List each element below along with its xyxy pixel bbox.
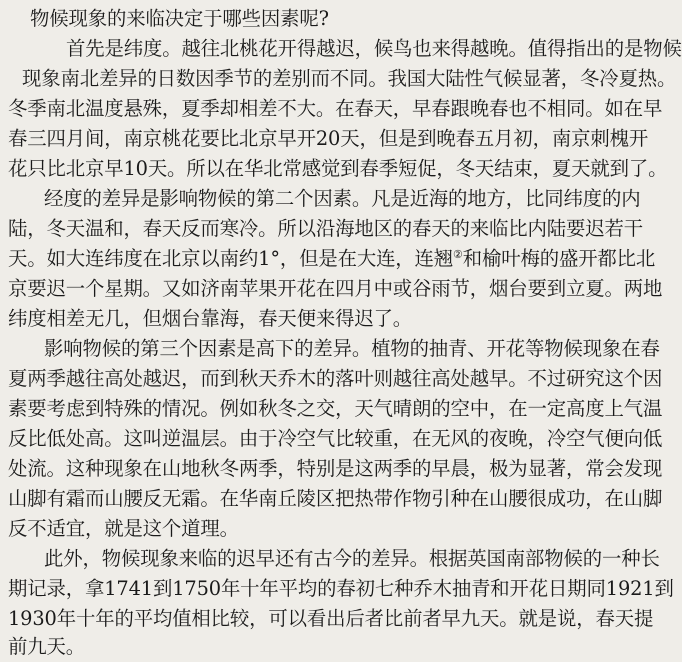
paragraph-4-line-3: 1930年十年的平均值相比较，可以看出后者比前者早九天。就是说，春天提 [8, 607, 654, 630]
paragraph-1-line-1: 首先是纬度。越往北桃花开得越迟，候鸟也来得越晚。值得指出的是物候 [66, 37, 682, 60]
paragraph-3-line-3: 素要考虑到特殊的情况。例如秋冬之交，天气晴朗的空中，在一定高度上气温 [8, 397, 663, 420]
paragraph-2-line-4: 京要迟一个星期。又如济南苹果开花在四月中或谷雨节，烟台要到立夏。两地 [8, 277, 663, 300]
paragraph-2-line-3-part-1: 天。如大连纬度在北京以南约1°，但是在大连，连翘 [8, 247, 454, 270]
paragraph-1-line-4: 春三四月间，南京桃花要比北京早开20天，但是到晚春五月初，南京刺槐开 [8, 127, 649, 150]
document-title: 物候现象的来临决定于哪些因素呢? [30, 7, 329, 30]
paragraph-3-line-5: 处流。这种现象在山地秋冬两季，特别是这两季的早晨，极为显著，常会发现 [8, 457, 663, 480]
paragraph-4-line-1: 此外，物候现象来临的迟早还有古今的差异。根据英国南部物候的一种长 [44, 547, 660, 570]
paragraph-4-line-2: 期记录，拿1741到1750年十年平均的春初七种乔木抽青和开花日期同1921到 [8, 577, 674, 600]
paragraph-1-line-5: 花只比北京早10天。所以在华北常感觉到春季短促，冬天结束，夏天就到了。 [8, 157, 668, 180]
paragraph-1-line-2: 现象南北差异的日数因季节的差别而不同。我国大陆性气候显著，冬冷夏热。 [22, 67, 677, 90]
paragraph-3-line-1: 影响物候的第三个因素是高下的差异。植物的抽青、开花等物候现象在春 [44, 337, 660, 360]
paragraph-3-line-7: 反不适宜，就是这个道理。 [8, 517, 239, 540]
paragraph-3-line-2: 夏两季越往高处越迟，而到秋天乔木的落叶则越往高处越早。不过研究这个因 [8, 367, 663, 390]
document-page [8, 4, 682, 658]
footnote-mark: ② [453, 248, 463, 261]
paragraph-2-line-1: 经度的差异是影响物候的第二个因素。凡是近海的地方，比同纬度的内 [44, 187, 641, 210]
paragraph-3-line-6: 山脚有霜而山腰反无霜。在华南丘陵区把热带作物引种在山腰很成功，在山脚 [8, 487, 663, 510]
paragraph-1-line-3: 冬季南北温度悬殊，夏季却相差不大。在春天，早春跟晚春也不相同。如在早 [8, 97, 663, 120]
paragraph-2-line-3 [8, 244, 655, 274]
paragraph-2-line-3-part-2: 和榆叶梅的盛开都比北 [462, 247, 656, 270]
paragraph-2-line-5: 纬度相差无几，但烟台靠海，春天便来得迟了。 [8, 307, 413, 330]
paragraph-3-line-4: 反比低处高。这叫逆温层。由于冷空气比较重，在无风的夜晚，冷空气便向低 [8, 427, 663, 450]
paragraph-4-line-4: 前九天。 [8, 635, 85, 658]
paragraph-2-line-2: 陆，冬天温和，春天反而寒冷。所以沿海地区的春天的来临比内陆要迟若干 [8, 217, 643, 240]
